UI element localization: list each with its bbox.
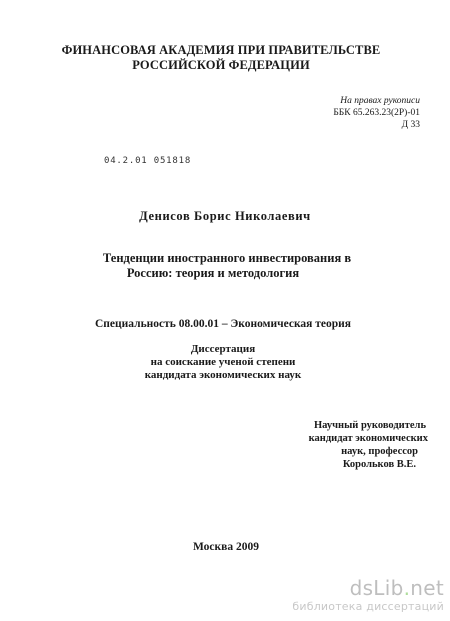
logo-main-text: dsLib xyxy=(349,576,404,600)
advisor-heading: Научный руководитель xyxy=(314,420,426,431)
advisor-title: наук, профессор xyxy=(341,446,418,457)
degree-name-line: кандидата экономических наук xyxy=(144,369,302,381)
city-and-year: Москва 2009 xyxy=(192,541,260,553)
dissertation-label: Диссертация xyxy=(190,343,256,355)
registration-stamp-number: 04.2.01 051818 xyxy=(104,156,192,166)
advisor-name: Корольков В.Е. xyxy=(342,459,416,470)
dslib-logo xyxy=(292,578,444,598)
logo-dot: . xyxy=(403,576,411,600)
dissertation-title-line1: Тенденции иностранного инвестирования в xyxy=(102,251,352,265)
advisor-degree: кандидат экономических xyxy=(308,433,428,444)
author-index-code: Д 33 xyxy=(401,120,420,130)
dissertation-title-line2: Россию: теория и методология xyxy=(126,266,300,280)
specialty-line: Специальность 08.00.01 – Экономическая теория xyxy=(94,318,352,330)
organization-name-line2: РОССИЙСКОЙ ФЕДЕРАЦИИ xyxy=(132,58,310,72)
dslib-watermark xyxy=(292,578,444,613)
author-name: Денисов Борис Николаевич xyxy=(139,209,311,223)
manuscript-rights-note: На правах рукописи xyxy=(340,96,420,106)
degree-purpose-line: на соискание ученой степени xyxy=(150,356,296,368)
organization-name-line1: ФИНАНСОВАЯ АКАДЕМИЯ ПРИ ПРАВИТЕЛЬСТВЕ xyxy=(61,43,381,57)
logo-tld-text: net xyxy=(410,576,444,600)
bbk-classification: ББК 65.263.23(2Р)-01 xyxy=(333,108,420,118)
watermark-subtitle: библиотека диссертаций xyxy=(292,600,444,613)
